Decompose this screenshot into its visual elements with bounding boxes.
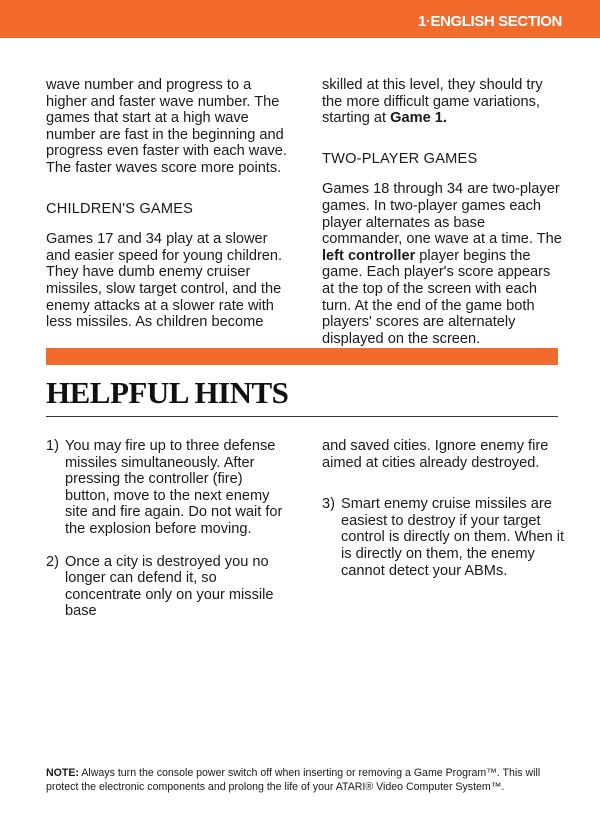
note-text: Always turn the console power switch off when inserting or removing a Game Program™. This will protect the electronic components and prolong the life of your ATARI® Video Computer System™. [46, 767, 541, 793]
header-bar [0, 0, 600, 38]
intro-paragraph: wave number and progress to a higher and faster wave number. The games that start at a high wave number are fast in the beginning and progress even faster with each wave. The faster waves score more points. [46, 77, 287, 176]
hint-2 [46, 554, 291, 620]
left-controller-keyword: left controller [322, 247, 416, 264]
hints-right-column [322, 438, 565, 579]
helpful-hints-title: HELPFUL HINTS [46, 375, 289, 410]
hint-1 [46, 438, 291, 538]
two-player-text-a: Games 18 through 34 are two-player games. In two-player games each player alternates as base commander, one wave at a time. The [322, 181, 562, 248]
section-divider-bar [46, 348, 558, 365]
hints-left-column [46, 438, 291, 620]
continued-text: skilled at this level, they should try the more difficult game variations, starting at [322, 77, 543, 127]
title-rule [46, 416, 558, 417]
right-column [322, 77, 565, 347]
hint-text: and saved cities. Ignore enemy fire aimed at cities already destroyed. [322, 438, 549, 471]
left-column [46, 77, 291, 331]
section-label: 1·ENGLISH SECTION [417, 13, 562, 30]
footer-note [46, 767, 566, 794]
hint-2-continued [322, 438, 565, 471]
children-games-heading: CHILDREN'S GAMES [46, 200, 194, 217]
hint-3 [322, 496, 565, 579]
game-1-reference: Game 1. [390, 110, 447, 127]
hint-text: Smart enemy cruise missiles are easiest to destroy if your target control is directly on them. When it is directly on them, the enemy cannot detect your ABMs. [341, 496, 565, 579]
note-label: NOTE: [46, 767, 79, 779]
two-player-paragraph [322, 181, 565, 347]
two-player-games-heading: TWO-PLAYER GAMES [322, 150, 478, 167]
two-player-text-b: player begins the game. Each player's score appears at the top of the screen with each turn. At the end of the game both players' scores are alternately displayed on the screen. [322, 247, 551, 347]
hint-number: 1) [46, 438, 59, 454]
hint-text: Once a city is destroyed you no longer can defend it, so concentrate only on your missile base [65, 553, 274, 620]
hint-number: 2) [46, 553, 59, 570]
children-games-paragraph: Games 17 and 34 play at a slower and easier speed for young children. They have dumb enemy cruiser missiles, slow target control, and the enemy attacks at a slower rate with less missiles. As children become [46, 231, 283, 331]
continued-paragraph [322, 77, 565, 127]
hint-text: You may fire up to three defense missiles simultaneously. After pressing the controller (fire) button, move to the next enemy site and fire again. Do not wait for the explosion before moving. [65, 438, 283, 537]
hint-number: 3) [322, 496, 335, 513]
